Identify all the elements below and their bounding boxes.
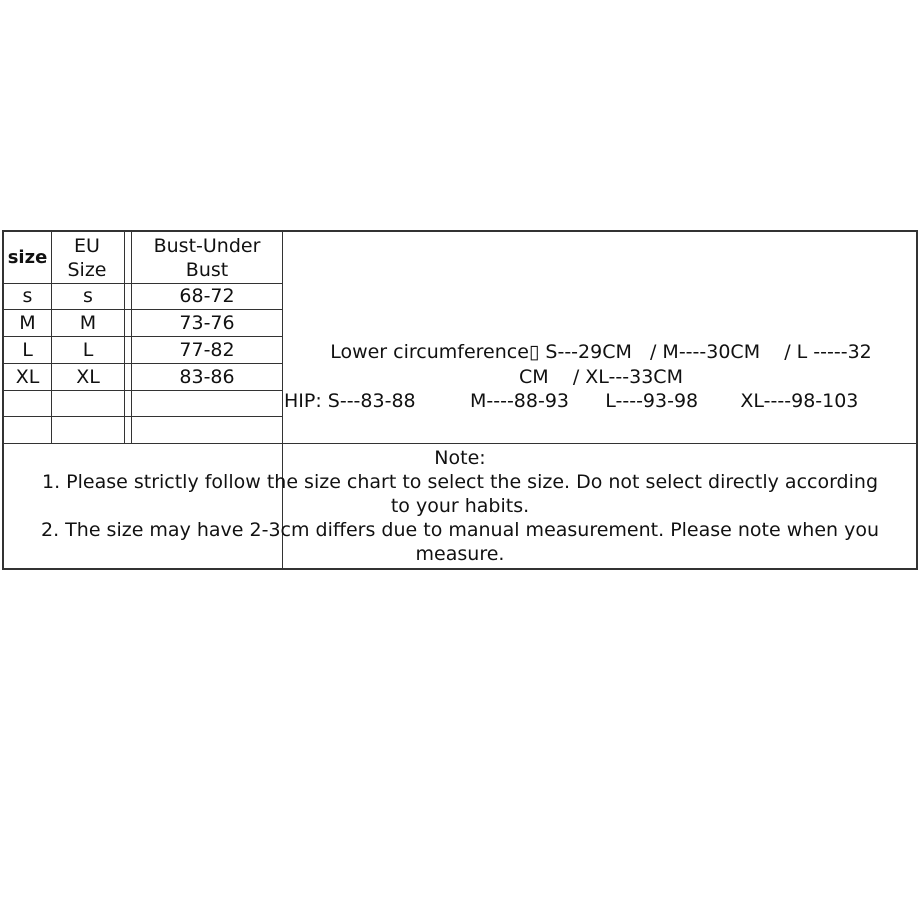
eu-cell: M — [79, 312, 97, 334]
note-line2: 2. The size may have 2-3cm differs due to manual measurement. Please note when you — [41, 519, 879, 541]
header-size: size — [7, 246, 48, 268]
bust-cell: 68-72 — [179, 285, 235, 307]
size-cell: L — [22, 339, 33, 361]
header-bust-under: Bust-Under Bust — [153, 234, 261, 281]
row-divider — [4, 390, 282, 391]
bust-cell: 73-76 — [179, 312, 235, 334]
hip-measurements: HIP: S---83-88 M----88-93 L----93-98 XL----98-103 — [284, 390, 859, 412]
lower-circumference-line2: CM / XL---33CM — [519, 366, 683, 388]
bust-cell: 83-86 — [179, 366, 235, 388]
note-divider — [4, 443, 916, 444]
bust-cell: 77-82 — [179, 339, 235, 361]
note-line2-cont: measure. — [415, 543, 505, 565]
eu-cell: XL — [76, 366, 100, 388]
note-line1-cont: to your habits. — [390, 495, 530, 517]
size-cell: s — [22, 285, 33, 307]
eu-cell: s — [83, 285, 93, 307]
note-title: Note: — [434, 447, 486, 469]
size-cell: XL — [15, 366, 40, 388]
note-line1: 1. Please strictly follow the size chart to select the size. Do not select directly according — [41, 471, 879, 493]
row-divider — [4, 416, 282, 417]
col-divider — [124, 232, 125, 443]
header-eu-size: EU Size — [67, 234, 107, 281]
eu-cell: L — [82, 339, 94, 361]
lower-circumference-line1: Lower circumference▯ S---29CM / M----30CM / L -----32 — [330, 341, 872, 363]
size-chart — [2, 230, 918, 570]
size-cell: M — [19, 312, 36, 334]
